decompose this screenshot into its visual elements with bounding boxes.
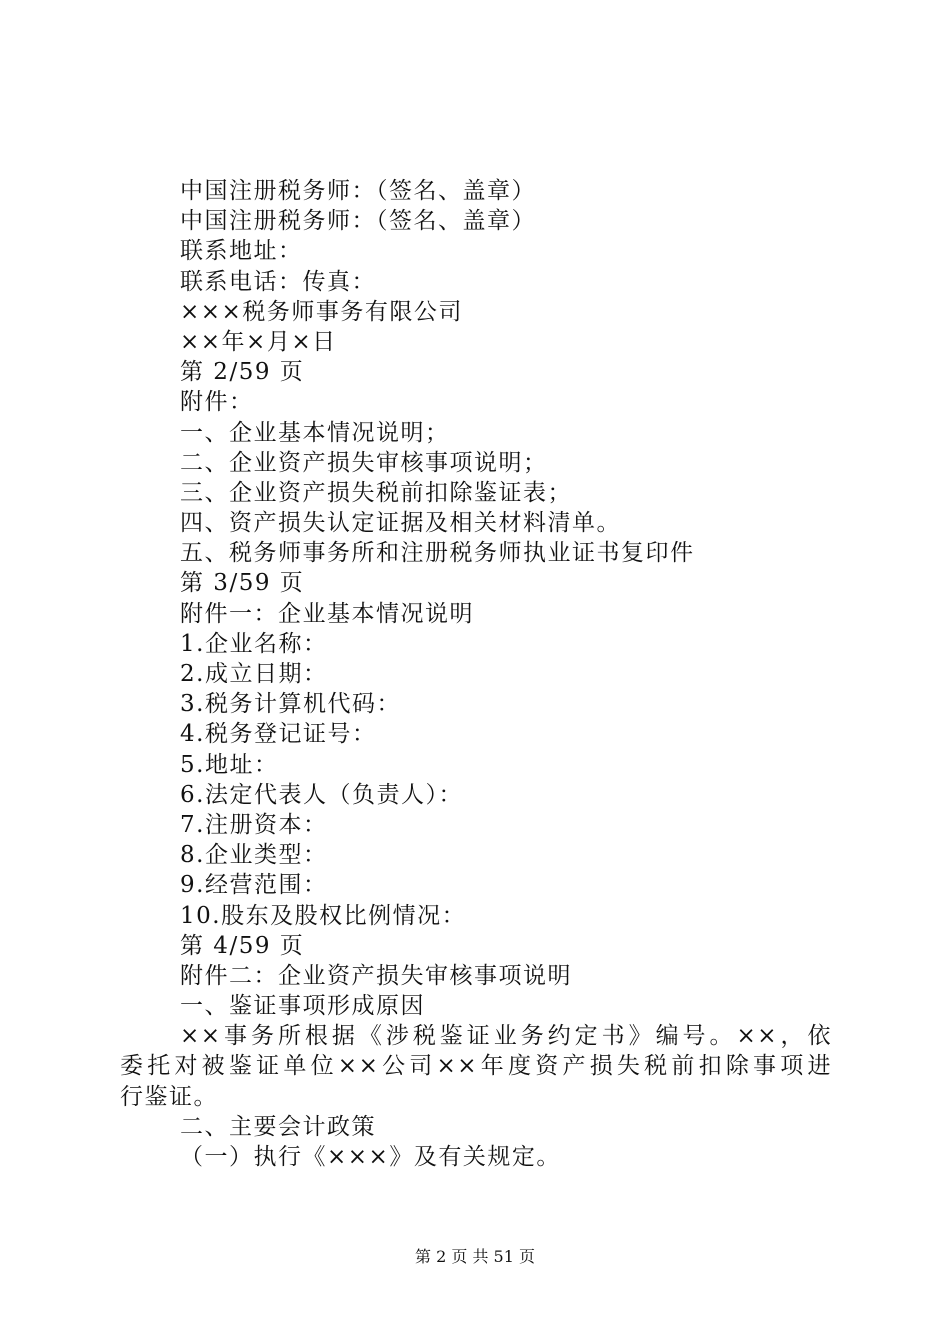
info-item: 9.经营范围： xyxy=(180,872,328,899)
page-marker: 第 4/59 页 xyxy=(180,932,305,959)
attachment-item: 五、税务师事务所和注册税务师执业证书复印件 xyxy=(180,540,695,567)
attachment-item: 一、企业基本情况说明； xyxy=(180,419,450,446)
page-marker: 第 2/59 页 xyxy=(180,359,305,386)
signature-line-1: 中国注册税务师：（签名、盖章） xyxy=(180,178,536,204)
body-paragraph xyxy=(120,1021,832,1112)
section-heading: 附件一：企业基本情况说明 xyxy=(180,600,474,627)
info-item: 6.法定代表人（负责人）： xyxy=(180,781,463,808)
info-item: 1.企业名称： xyxy=(180,630,328,657)
date-line: ××年×月×日 xyxy=(180,328,337,355)
signature-line-2: 中国注册税务师：（签名、盖章） xyxy=(180,208,536,235)
attachment-item: 三、企业资产损失税前扣除鉴证表； xyxy=(180,479,572,506)
policy-item: （一）执行《×××》及有关规定。 xyxy=(180,1144,561,1170)
info-item: 2.成立日期： xyxy=(180,661,328,687)
attachments-heading: 附件： xyxy=(180,389,254,416)
contact-phone-fax: 联系电话：传真： xyxy=(180,268,376,295)
section-heading: 附件二：企业资产损失审核事项说明 xyxy=(180,962,572,989)
subsection-heading: 二、主要会计政策 xyxy=(180,1113,376,1140)
paragraph-line: 委托对被鉴证单位××公司××年度资产损失税前扣除事项进 xyxy=(120,1053,832,1080)
document-body xyxy=(120,176,840,1172)
page-marker: 第 3/59 页 xyxy=(180,570,305,597)
info-item: 10.股东及股权比例情况： xyxy=(180,902,467,929)
paragraph-line: ××事务所根据《涉税鉴证业务约定书》编号。××，依 xyxy=(180,1023,832,1050)
info-item: 8.企业类型： xyxy=(180,842,328,869)
info-item: 4.税务登记证号： xyxy=(180,721,377,748)
contact-address: 联系地址： xyxy=(180,238,303,265)
paragraph-line: 行鉴证。 xyxy=(120,1083,218,1110)
info-item: 7.注册资本： xyxy=(180,811,328,838)
firm-name: ×××税务师事务有限公司 xyxy=(180,298,463,325)
attachment-item: 四、资产损失认定证据及相关材料清单。 xyxy=(180,510,621,537)
info-item: 3.税务计算机代码： xyxy=(180,691,401,718)
page-footer: 第 2 页 共 51 页 xyxy=(415,1247,535,1266)
attachment-item: 二、企业资产损失审核事项说明； xyxy=(180,449,548,476)
subsection-heading: 一、鉴证事项形成原因 xyxy=(180,993,425,1020)
info-item: 5.地址： xyxy=(180,751,279,778)
